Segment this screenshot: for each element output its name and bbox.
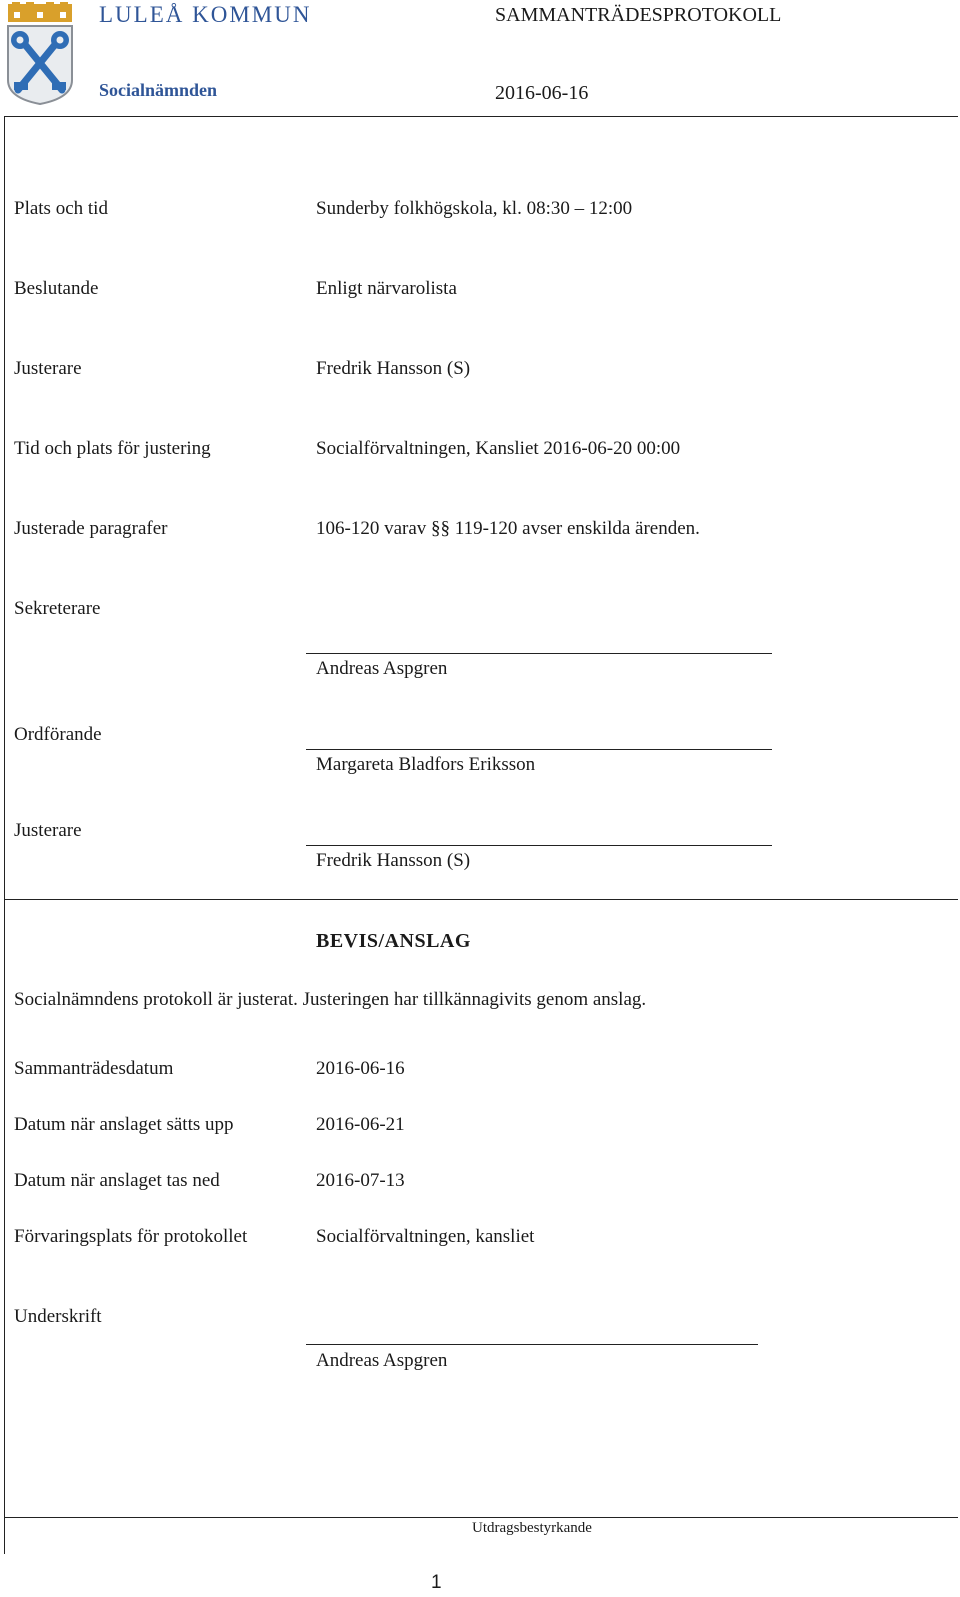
secretary-label: Sekreterare — [14, 598, 101, 619]
document-type: SAMMANTRÄDESPROTOKOLL — [495, 4, 782, 26]
extract-certification-label: Utdragsbestyrkande — [472, 1520, 592, 1536]
adjusted-paragraphs-value: 106-120 varav §§ 119-120 avser enskilda ärenden. — [316, 518, 700, 539]
notice-heading: BEVIS/ANSLAG — [316, 930, 471, 952]
posting-date-value: 2016-06-21 — [316, 1114, 405, 1135]
page-frame-left — [4, 116, 5, 1554]
adjusters-label: Justerare — [14, 358, 82, 379]
decision-makers-label: Beslutande — [14, 278, 99, 299]
storage-location-label: Förvaringsplats för protokollet — [14, 1226, 248, 1247]
meeting-date-value: 2016-06-16 — [316, 1058, 405, 1079]
document-date: 2016-06-16 — [495, 82, 589, 104]
adjusters-value: Fredrik Hansson (S) — [316, 358, 471, 379]
lulea-coat-of-arms-icon — [4, 2, 76, 106]
header-divider — [4, 116, 958, 117]
department-name: Socialnämnden — [99, 80, 218, 100]
adjuster-signature-label: Justerare — [14, 820, 82, 841]
secretary-signature-line — [306, 653, 772, 654]
decision-makers-value: Enligt närvarolista — [316, 278, 457, 299]
place-time-value: Sunderby folkhögskola, kl. 08:30 – 12:00 — [316, 198, 633, 219]
secretary-name: Andreas Aspgren — [316, 658, 448, 679]
removal-date-value: 2016-07-13 — [316, 1170, 405, 1191]
footer-divider — [4, 1517, 958, 1518]
signature-label: Underskrift — [14, 1306, 102, 1327]
adjuster-signature-name: Fredrik Hansson (S) — [316, 850, 471, 871]
notice-signature-line — [306, 1344, 758, 1345]
adjustment-time-place-value: Socialförvaltningen, Kansliet 2016-06-20 00:00 — [316, 438, 681, 459]
page-number: 1 — [431, 1572, 442, 1593]
chairperson-label: Ordförande — [14, 724, 102, 745]
adjuster-signature-line — [306, 845, 772, 846]
meeting-date-label: Sammanträdesdatum — [14, 1058, 174, 1079]
adjustment-time-place-label: Tid och plats för justering — [14, 438, 211, 459]
storage-location-value: Socialförvaltningen, kansliet — [316, 1226, 535, 1247]
notice-divider — [4, 899, 958, 900]
posting-date-label: Datum när anslaget sätts upp — [14, 1114, 234, 1135]
chairperson-signature-line — [306, 749, 772, 750]
municipality-name: LULEÅ KOMMUN — [99, 2, 312, 27]
chairperson-name: Margareta Bladfors Eriksson — [316, 754, 536, 775]
notice-statement: Socialnämndens protokoll är justerat. Justeringen har tillkännagivits genom anslag. — [14, 989, 647, 1010]
removal-date-label: Datum när anslaget tas ned — [14, 1170, 220, 1191]
place-time-label: Plats och tid — [14, 198, 108, 219]
adjusted-paragraphs-label: Justerade paragrafer — [14, 518, 168, 539]
notice-signature-name: Andreas Aspgren — [316, 1350, 448, 1371]
